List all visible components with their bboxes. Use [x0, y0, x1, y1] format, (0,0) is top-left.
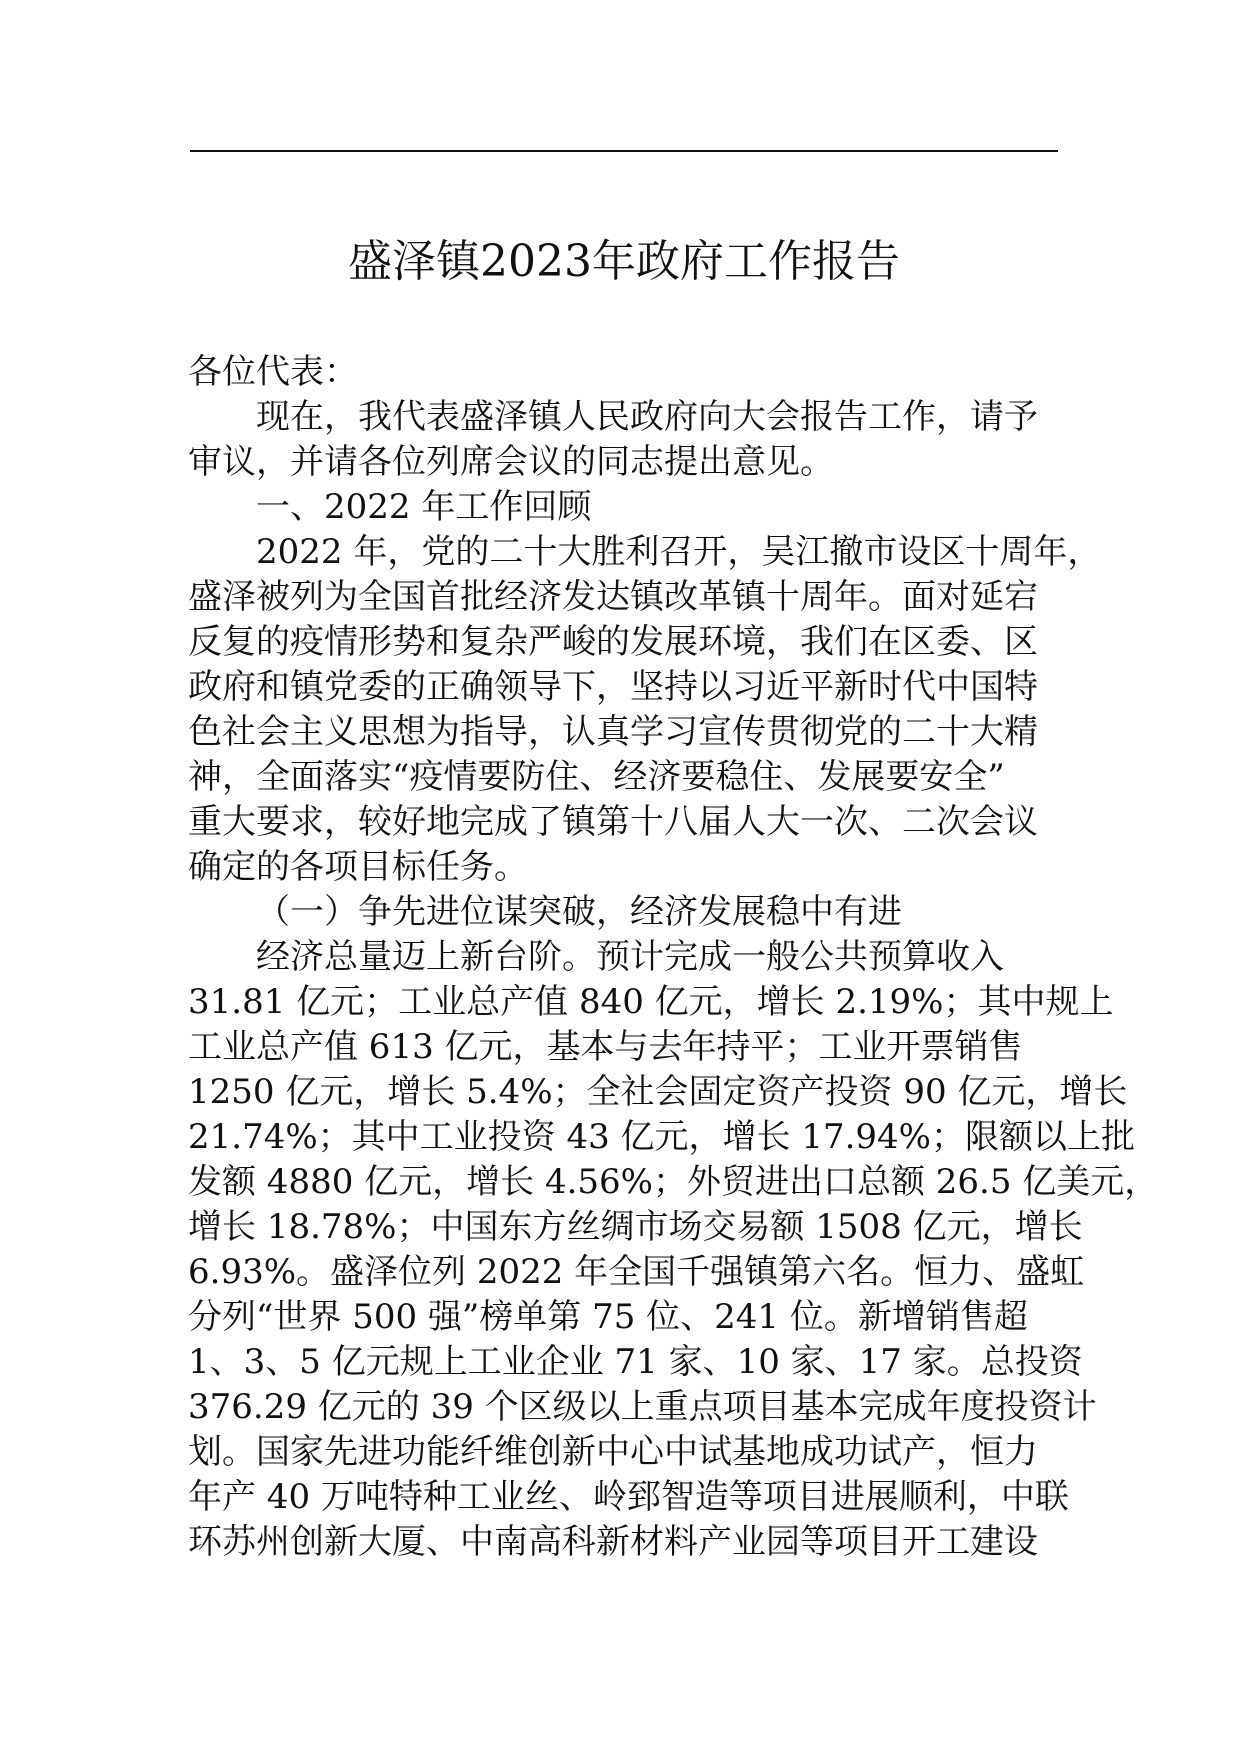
body-text-line: 审议，并请各位列席会议的同志提出意见。 [188, 442, 834, 482]
body-text-line: （一）争先进位谋突破，经济发展稳中有进 [256, 892, 902, 932]
body-text-line: 31.81 亿元；工业总产值 840 亿元，增长 2.19%；其中规上 [188, 982, 1114, 1022]
body-text-line: 各位代表： [188, 352, 358, 392]
body-text-line: 划。国家先进功能纤维创新中心中试基地成功试产，恒力 [188, 1432, 1038, 1472]
body-text-line: 年产 40 万吨特种工业丝、岭郅智造等项目进展顺利，中联 [188, 1477, 1069, 1517]
body-text-line: 工业总产值 613 亿元，基本与去年持平；工业开票销售 [188, 1027, 1023, 1067]
document-title: 盛泽镇2023年政府工作报告 [348, 236, 900, 287]
body-text-line: 1250 亿元，增长 5.4%；全社会固定资产投资 90 亿元，增长 [188, 1072, 1128, 1112]
header-rule [190, 150, 1058, 152]
body-text-line: 2022 年，党的二十大胜利召开，吴江撤市设区十周年， [256, 532, 1102, 572]
body-text-line: 神，全面落实“疫情要防住、经济要稳住、发展要安全” [188, 757, 1005, 797]
body-text-line: 376.29 亿元的 39 个区级以上重点项目基本完成年度投资计 [188, 1387, 1097, 1427]
body-text-line: 一、2022 年工作回顾 [256, 487, 592, 527]
body-text-line: 色社会主义思想为指导，认真学习宣传贯彻党的二十大精 [188, 712, 1038, 752]
body-text-line: 现在，我代表盛泽镇人民政府向大会报告工作，请予 [256, 397, 1038, 437]
body-text-line: 1、3、5 亿元规上工业企业 71 家、10 家、17 家。总投资 [188, 1342, 1083, 1382]
body-text-line: 反复的疫情形势和复杂严峻的发展环境，我们在区委、区 [188, 622, 1038, 662]
body-text-line: 6.93%。盛泽位列 2022 年全国千强镇第六名。恒力、盛虹 [188, 1252, 1085, 1292]
body-text-line: 确定的各项目标任务。 [188, 847, 528, 887]
body-text-line: 政府和镇党委的正确领导下，坚持以习近平新时代中国特 [188, 667, 1038, 707]
body-text-line: 发额 4880 亿元，增长 4.56%；外贸进出口总额 26.5 亿美元， [188, 1162, 1159, 1202]
body-text-line: 增长 18.78%；中国东方丝绸市场交易额 1508 亿元，增长 [188, 1207, 1083, 1247]
body-text-line: 重大要求，较好地完成了镇第十八届人大一次、二次会议 [188, 802, 1038, 842]
body-text-line: 盛泽被列为全国首批经济发达镇改革镇十周年。面对延宕 [188, 577, 1038, 617]
body-text-line: 分列“世界 500 强”榜单第 75 位、241 位。新增销售超 [188, 1297, 1028, 1337]
body-text-line: 经济总量迈上新台阶。预计完成一般公共预算收入 [256, 937, 1004, 977]
document-body [188, 350, 1159, 1565]
body-text-line: 21.74%；其中工业投资 43 亿元，增长 17.94%；限额以上批 [188, 1117, 1135, 1157]
body-text-line: 环苏州创新大厦、中南高科新材料产业园等项目开工建设 [188, 1522, 1038, 1562]
